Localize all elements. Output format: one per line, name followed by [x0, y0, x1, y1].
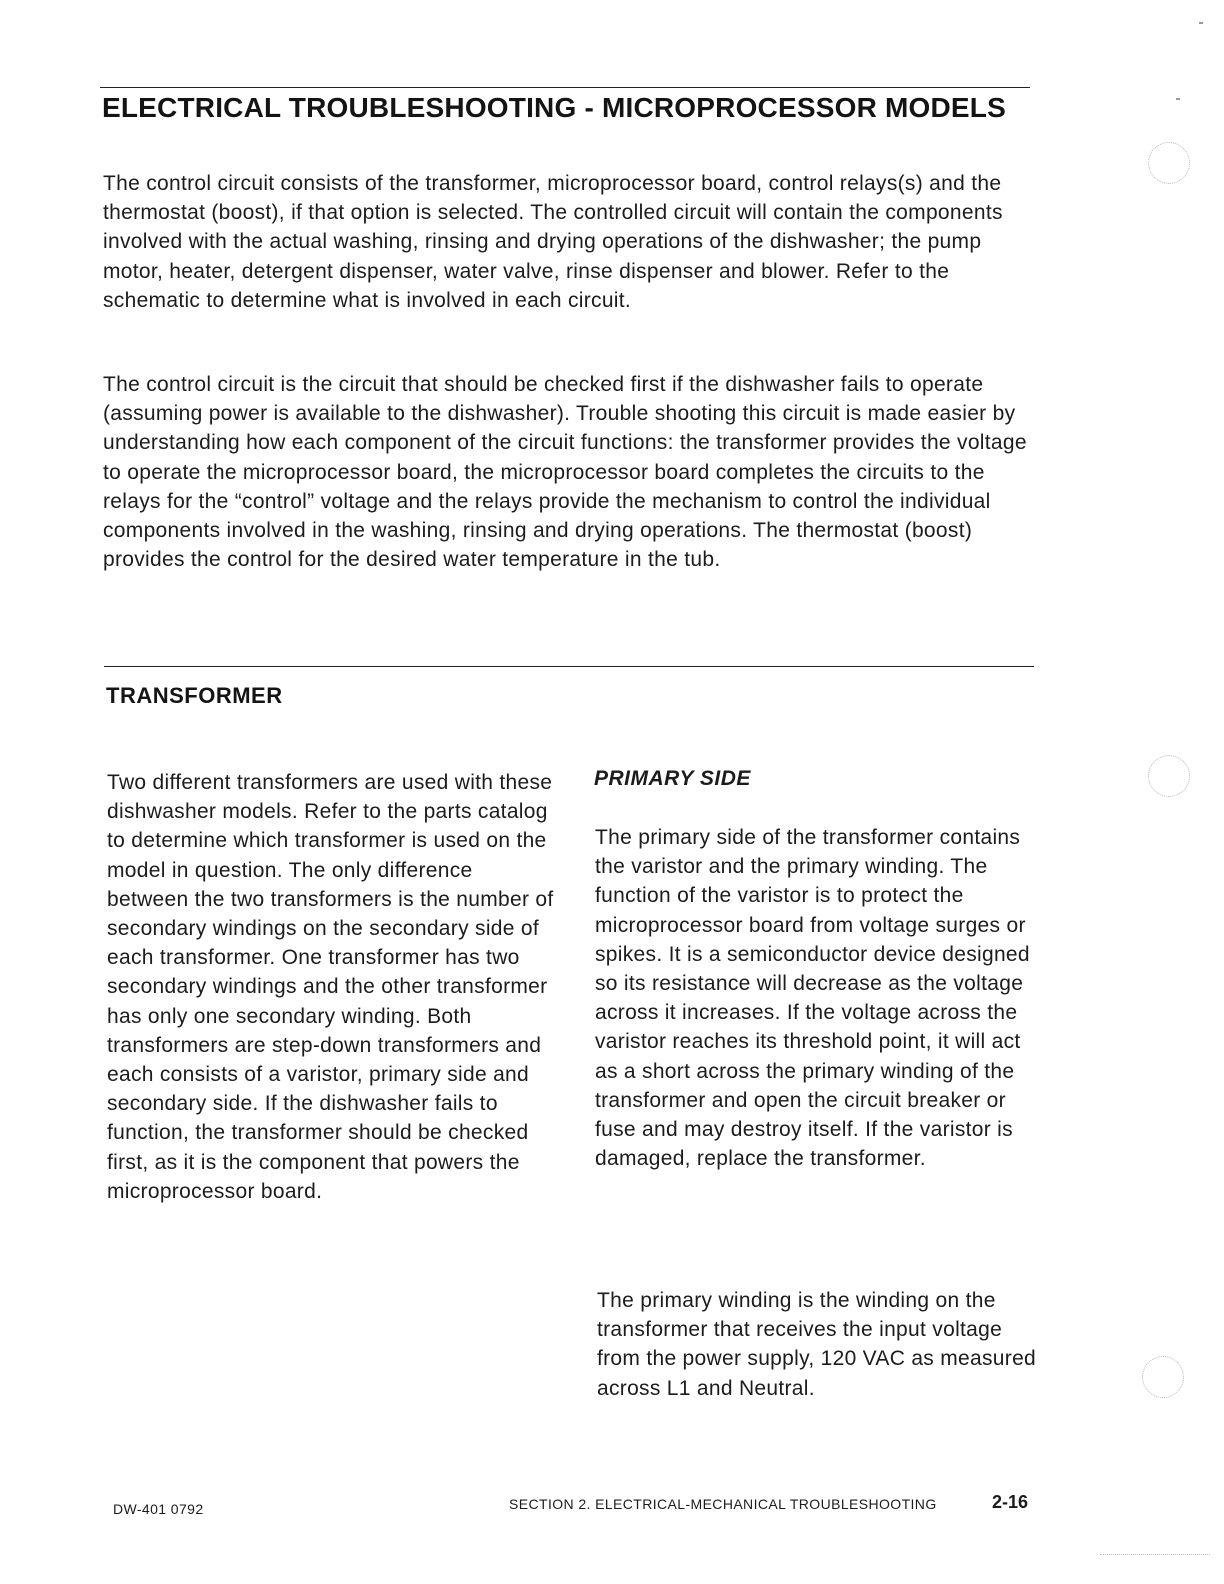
- transformer-heading: TRANSFORMER: [106, 683, 283, 708]
- scan-speck: [1176, 98, 1180, 100]
- primary-side-heading: PRIMARY SIDE: [594, 767, 751, 790]
- transformer-left-paragraph: Two different transformers are used with these dishwasher models. Refer to the parts catalog to determine which transformer is used on the model in question. The only difference between the two transformers is the number of secondary windings on the secondary side of each transformer. One transformer has two secondary windings and the other transformer has only one secondary winding. Both transformers are step-down transformers and each consists of a varistor, primary side and secondary side. If the dishwasher fails to function, the transformer should be checked first, as it is the component that powers the microprocessor board.: [107, 771, 554, 1203]
- primary-side-paragraph-2: The primary winding is the winding on the transformer that receives the input voltage from the power supply, 120 VAC as measured across L1 and Neutral.: [597, 1289, 1037, 1400]
- punch-hole-mark: [1148, 142, 1190, 184]
- footer-page-number: 2-16: [992, 1492, 1029, 1512]
- transformer-rule: [104, 666, 1034, 667]
- page-title: ELECTRICAL TROUBLESHOOTING - MICROPROCESSOR MODELS: [102, 92, 1006, 123]
- footer-doc-code: DW-401 0792: [113, 1501, 204, 1517]
- punch-hole-mark: [1148, 755, 1190, 797]
- intro-paragraph-1: The control circuit consists of the transformer, microprocessor board, control relays(s) and the thermostat (boost), if that option is selected. The controlled circuit will contain the components involved with the actual washing, rinsing and drying operations of the dishwasher; the pump motor, heater, detergent dispenser, water valve, rinse dispenser and blower. Refer to the schematic to determine what is involved in each circuit.: [103, 172, 1003, 312]
- punch-hole-mark: [1142, 1356, 1184, 1398]
- intro-paragraph-2: The control circuit is the circuit that should be checked first if the dishwasher fails to operate (assuming power is available to the dishwasher). Trouble shooting this circuit is made easier by understanding how each component of the circuit functions: the transformer provides the voltage to operate the microprocessor board, the microprocessor board completes the circuits to the relays for the “control” voltage and the relays provide the mechanism to control the individual components involved in the washing, rinsing and drying operations. The thermostat (boost) provides the control for the desired water temperature in the tub.: [103, 373, 1027, 572]
- header-rule: [100, 87, 1030, 88]
- footer-section: SECTION 2. ELECTRICAL-MECHANICAL TROUBLESHOOTING: [509, 1496, 937, 1512]
- scan-edge-line: [1100, 1554, 1210, 1555]
- primary-side-paragraph-1: The primary side of the transformer contains the varistor and the primary winding. The function of the varistor is to protect the microprocessor board from voltage surges or spikes. It is a semiconductor device designed so its resistance will decrease as the voltage across it increases. If the voltage across the varistor reaches its threshold point, it will act as a short across the primary winding of the transformer and open the circuit breaker or fuse and may destroy itself. If the varistor is damaged, replace the transformer.: [595, 826, 1030, 1171]
- scan-speck: [1199, 22, 1203, 24]
